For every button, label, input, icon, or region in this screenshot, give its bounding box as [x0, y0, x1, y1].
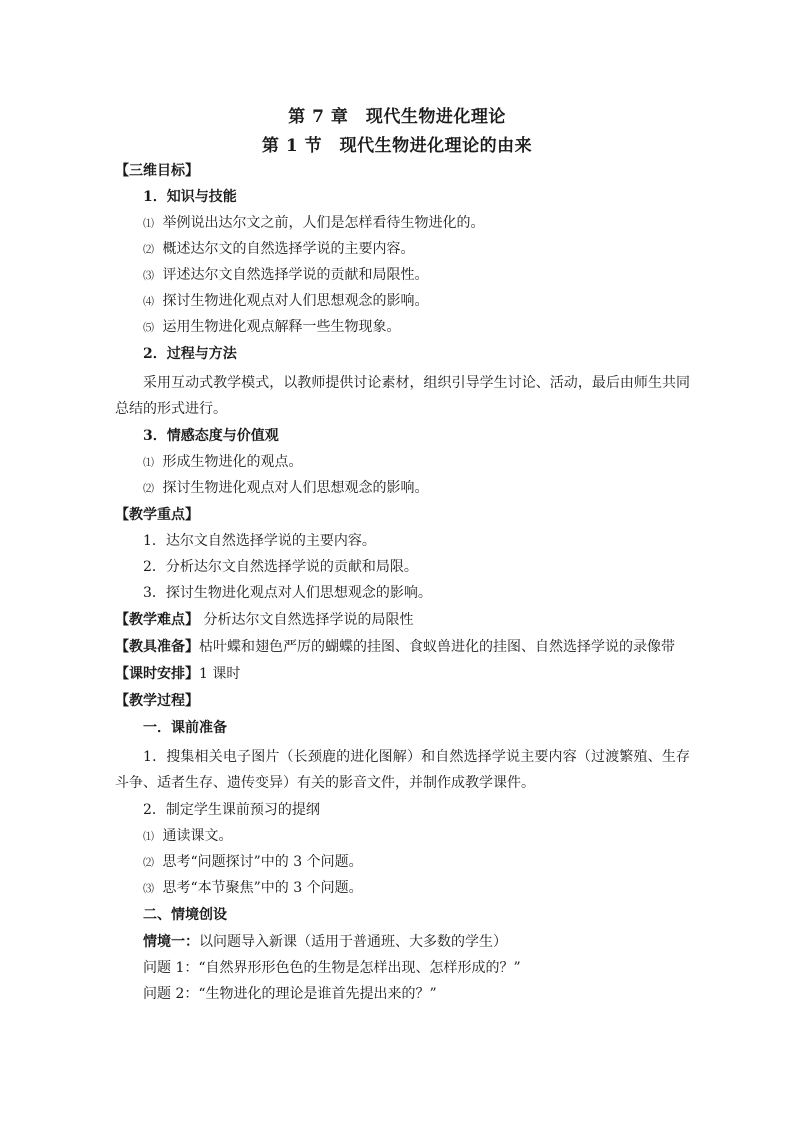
item-number: ⑴ [143, 830, 154, 843]
scenario-1-text: 以问题导入新课（适用于普通班、大多数的学生） [199, 934, 507, 950]
item-text: 形成生物进化的观点。 [162, 454, 303, 470]
item-number: ⑴ [143, 217, 154, 230]
process-method-text: 采用互动式教学模式，以教师提供讨论素材，组织引导学生讨论、活动，最后由师生共同总结的形式进行。 [115, 375, 690, 417]
item-text: 概述达尔文的自然选择学说的主要内容。 [162, 241, 415, 257]
emotion-heading: 3．情感态度与价值观 [143, 428, 279, 444]
item-number: ⑶ [143, 882, 154, 895]
list-item [143, 852, 363, 873]
item-number: ⑷ [143, 295, 154, 308]
list-item: 1．达尔文自然选择学说的主要内容。 [143, 533, 376, 549]
item-number: ⑵ [143, 243, 154, 256]
process-method-heading: 2．过程与方法 [143, 346, 237, 362]
teaching-process-heading: 【教学过程】 [115, 693, 199, 709]
item-text: 举例说出达尔文之前，人们是怎样看待生物进化的。 [162, 215, 485, 231]
list-item: 3．探讨生物进化观点对人们思想观念的影响。 [143, 585, 432, 601]
tools-label: 【教具准备】 [115, 639, 199, 655]
scenario-1-line [143, 932, 507, 952]
item-number: ⑴ [143, 456, 154, 469]
prep-heading: 一．课前准备 [143, 720, 227, 736]
item-number: ⑵ [143, 856, 154, 869]
tools-line [115, 637, 675, 657]
list-item [143, 291, 428, 312]
schedule-label: 【课时安排】 [115, 666, 199, 682]
item-number: ⑶ [143, 269, 154, 282]
item-text: 通读课文。 [162, 828, 233, 844]
item-text: 评述达尔文自然选择学说的贡献和局限性。 [162, 267, 429, 283]
schedule-line [115, 664, 240, 684]
knowledge-heading: 1．知识与技能 [143, 189, 237, 205]
item-text: 探讨生物进化观点对人们思想观念的影响。 [162, 480, 429, 496]
difficulty-text: 分析达尔文自然选择学说的局限性 [203, 612, 414, 628]
scenario-heading: 二、情境创设 [143, 907, 227, 923]
item-text: 探讨生物进化观点对人们思想观念的影响。 [162, 293, 429, 309]
list-item [143, 452, 302, 473]
item-number: ⑸ [143, 321, 154, 334]
difficulty-label: 【教学难点】 [115, 612, 199, 628]
question-1: 问题 1：“自然界形形色色的生物是怎样出现、怎样形成的？” [143, 960, 521, 976]
schedule-text: 1 课时 [199, 666, 241, 682]
list-item [143, 265, 428, 286]
list-item [143, 878, 363, 899]
difficulty-line [115, 610, 413, 630]
item-text: 思考“本节聚焦”中的 3 个问题。 [162, 880, 363, 896]
chapter-title: 第 7 章 现代生物进化理论 [288, 107, 506, 127]
item-text: 运用生物进化观点解释一些生物现象。 [162, 319, 401, 335]
list-item [143, 478, 428, 499]
scenario-1-label: 情境一： [143, 934, 199, 950]
list-item [143, 213, 484, 234]
item-text: 思考“问题探讨”中的 3 个问题。 [162, 854, 363, 870]
objectives-heading: 【三维目标】 [115, 163, 199, 179]
section-title: 第 1 节 现代生物进化理论的由来 [261, 136, 533, 156]
list-item [143, 239, 414, 260]
list-item [143, 826, 232, 847]
item-number: ⑵ [143, 482, 154, 495]
prep-item-2: 2．制定学生课前预习的提纲 [143, 802, 320, 818]
key-points-heading: 【教学重点】 [115, 507, 199, 523]
tools-text: 枯叶蝶和翅色严厉的蝴蝶的挂图、食蚁兽进化的挂图、自然选择学说的录像带 [199, 639, 675, 655]
list-item [143, 317, 400, 338]
question-2: 问题 2：“生物进化的理论是谁首先提出来的？” [143, 986, 437, 1002]
list-item: 2．分析达尔文自然选择学说的贡献和局限。 [143, 559, 418, 575]
prep-item-1: 1．搜集相关电子图片（长颈鹿的进化图解）和自然选择学说主要内容（过渡繁殖、生存斗争、适者生存、遗传变异）有关的影音文件，并制作成教学课件。 [115, 749, 690, 791]
